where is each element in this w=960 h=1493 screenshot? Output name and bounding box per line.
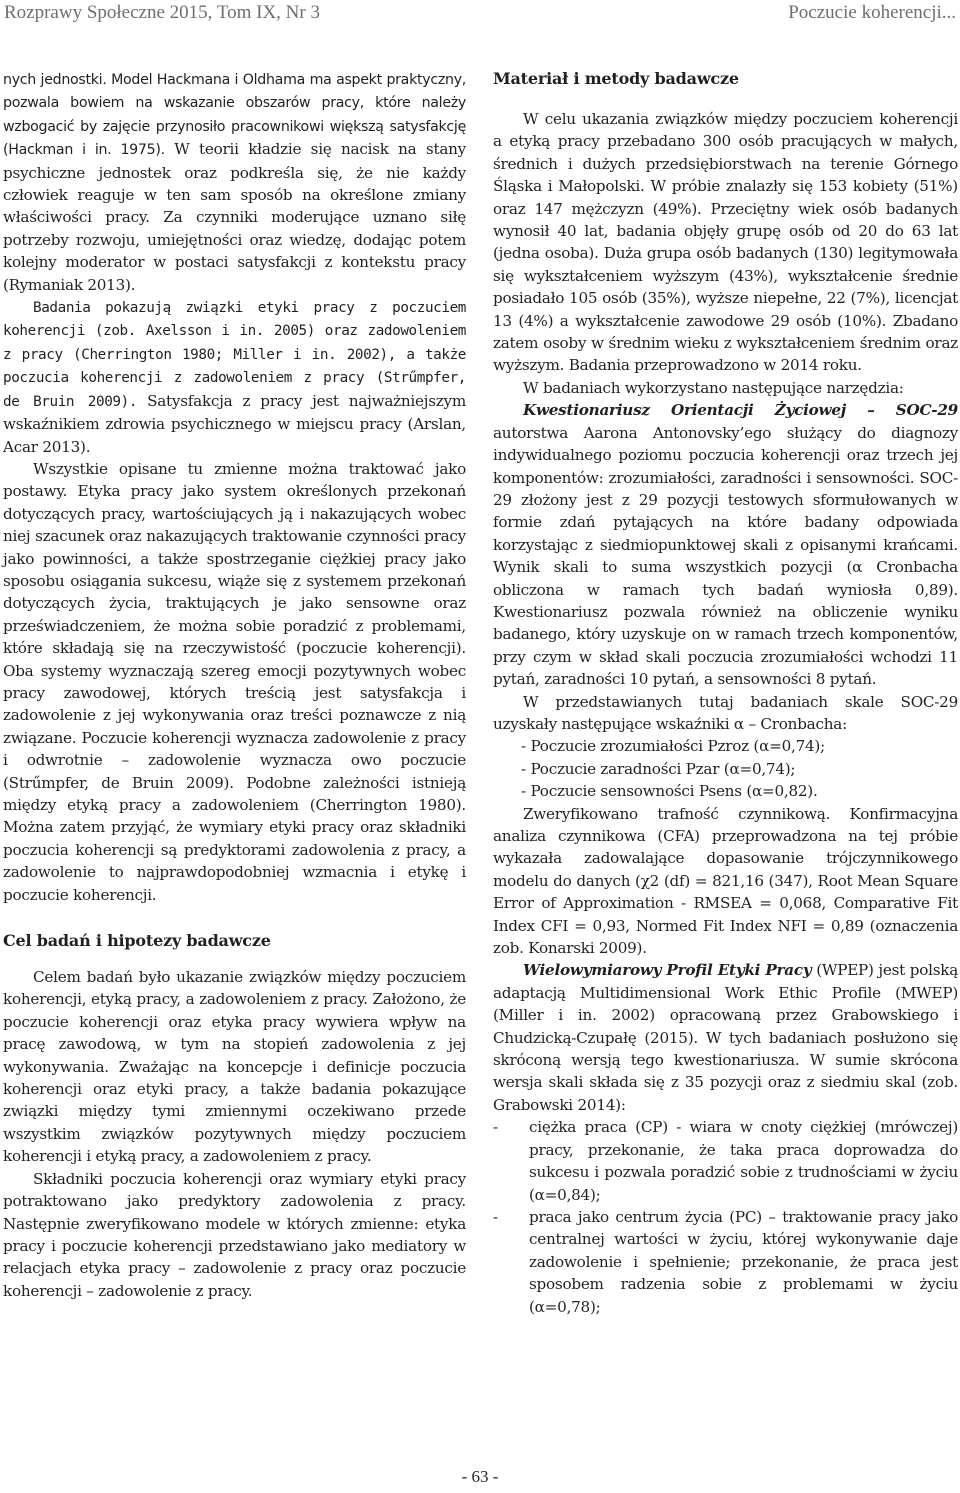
left-paragraph-5: Składniki poczucia koherencji oraz wymiary etyki pracy potraktowano jako predyktory zadowolenia z pracy. Następnie zweryfikowano modele w których zmienne: etyka pracy i poczucie koherencji przedstawiano jako mediatory w relacjach etyka pracy – zadowolenie z pracy oraz poczucie koherencji – zadowolenie z pracy. [3,1169,466,1300]
scale-list-item [493,1116,958,1206]
soc29-description: autorstwa Aarona Antonovsky’ego służący do diagnozy indywidualnego poziomu poczucia koherencji oraz trzech jej komponentów: zrozumiałości, zaradności i sensowności. SOC-29 złożony jest z 29 pozycji testowych sformułowanych w formie zdań pytających na które badany odpowiada korzystając z siedmiopunktowej skali z opisanymi krańcami. Wynik skali to suma wszystkich pozycji (α Cronbacha obliczona w ramach tych badań wyniosła 0,89). Kwestionariusz pozwala również na obliczenie wyniku badanego, który uzyskuje on w ramach trzech komponentów, przy czym w skład skali poczucia zrozumiałości wchodzi 11 pytań, zaradności 10 pytań, a sensowności 8 pytań. [493,423,958,689]
left-p1-part-b: W teorii kładzie się nacisk na stany psychiczne jednostek oraz podkreśla się, że nie każdy człowiek reaguje w ten sam sposób na określone zmiany właściwości pracy. Za czynniki moderujące uznano siłę potrzeby rozwoju, umiejętności oraz wiedzę, dodając potem kolejny moderator w postaci satysfakcji z kontekstu pracy (Rymaniak 2013). [3,140,466,294]
left-column [3,68,466,1302]
page-number: - 63 - [461,1467,499,1486]
alpha-list [493,735,958,802]
left-paragraph-4: Celem badań było ukazanie związków między poczuciem koherencji, etyką pracy, a zadowoleniem z pracy. Założono, że poczucie koherencji oraz etyka pracy wywiera wpływ na pracę zawodową, w tym na stopień zadowolenia z jej wykonywania. Zważając na koncepcje i definicje poczucia koherencji oraz etyki pracy, a także badania pokazujące związki między tymi zmiennymi oczekiwano przede wszystkim związków pozytywnych między poczuciem koherencji i etyką pracy, a zadowoleniem z pracy. [3,968,466,1166]
right-paragraph-4: Zweryfikowano trafność czynnikową. Konfirmacyjna analiza czynnikowa (CFA) przeprowadzona na tej próbie wykazała zadowalające dopasowanie trójczynnikowego modelu do danych (χ2 (df) = 821,16 (347), Root Mean Square Error of Approximation - RMSEA = 0,068, Comparative Fit Index CFI = 0,93, Normed Fit Index NFI = 0,89 (oznaczenia zob. Konarski 2009). [493,804,958,958]
dash-marker: - [493,1118,498,1137]
right-column [493,68,958,1318]
scale-list [493,1116,958,1318]
right-paragraph-2: W badaniach wykorzystano następujące narzędzia: [523,378,904,397]
running-header [0,0,960,40]
left-paragraph-1 [3,68,466,296]
left-p2-part-a: Badania pokazują związki etyki pracy z poczuciem koherencji (zob. Axelsson i in. 2005) oraz zadowoleniem z pracy (Cherrington 1980; Miller i in. 2002), a także poczucia koherencji z zadowoleniem z pracy (Strűmpfer, de Bruin 2009). [3,300,466,410]
alpha-list-item: - Poczucie zrozumiałości Pzroz (α=0,74); [521,737,825,756]
alpha-list-item: - Poczucie zaradności Pzar (α=0,74); [521,759,796,778]
section-heading-aims: Cel badań i hipotezy badawcze [3,931,271,951]
section-heading-methods: Materiał i metody badawcze [493,69,739,88]
wpep-tool-name: Wielowymiarowy Profil Etyki Pracy [523,961,812,980]
wpep-description: (WPEP) jest polską adaptacją Multidimensional Work Ethic Profile (MWEP) (Miller i in. 2002) opracowaną przez Grabowskiego i Chudzicką-Czupałę (2015). W tych badaniach posłużono się skróconą wersją tego kwestionariusza. W sumie skrócona wersja skali składa się z 35 pozycji oraz z siedmiu skal (zob. Grabowski 2014): [493,961,959,1114]
left-paragraph-3: Wszystkie opisane tu zmienne można traktować jako postawy. Etyka pracy jako system określonych przekonań dotyczących pracy, wartościujących ją i nakazujących wobec niej szacunek oraz nakazujących traktowanie czynności pracy jako powinności, a także spostrzeganie ciężkiej pracy jako sposobu osiągania sukcesu, wiąże się z systemem przekonań dotyczących życia, traktujących je jako sensowne oraz przeświadczeniem, że można sobie poradzić z problemami, które składają się na rzeczywistość (poczucie koherencji). Oba systemy wyznaczają szereg emocji pozytywnych wobec pracy zawodowej, których treścią jest satysfakcja i zadowolenie z jej wykonywania oraz treści poznawcze z nią związane. Poczucie koherencji wyznacza zadowolenie z pracy i odwrotnie – zadowolenie wyznacza owo poczucie (Strűmpfer, de Bruin 2009). Podobne zależności istnieją między etyką pracy a zadowoleniem (Cherrington 1980). Można zatem przyjąć, że wymiary etyki pracy oraz składniki poczucia koherencji są predyktorami zadowolenia z pracy, a zadowolenie to najprawdopodobniej wzmacnia i etykę i poczucie koherencji. [3,459,466,904]
left-p2-part-b: Satysfakcja z pracy jest najważniejszym wskaźnikiem zdrowia psychicznego w miejscu pracy (Arslan, Acar 2013). [3,391,467,456]
journal-title: Rozprawy Społeczne 2015, Tom IX, Nr 3 [4,2,320,23]
right-paragraph-soc29 [493,399,958,690]
right-paragraph-1: W celu ukazania związków między poczuciem koherencji a etyką pracy przebadano 300 osób pracujących w małych, średnich i dużych przedsiębiorstwach na terenie Górnego Śląska i Małopolski. W próbie znalazły się 153 kobiety (51%) oraz 147 mężczyzn (49%). Przeciętny wiek osób badanych wynosił 40 lat, badania objęły grupę osób od 20 do 63 lat (jedna osoba). Duża grupa osób badanych (130) legitymowała się wykształceniem wyższym (43%), wykształcenie średnie posiadało 105 osób (35%), wyższe niepełne, 22 (7%), licencjat 13 (4%) a wykształcenie zawodowe 29 osób (10%). Zbadano zatem osoby w średnim wieku z wykształceniem średnim oraz wyższym. Badania przeprowadzono w 2014 roku. [493,110,958,375]
right-paragraph-wpep [493,959,958,1116]
alpha-list-item: - Poczucie sensowności Psens (α=0,82). [521,782,818,801]
soc29-tool-name: Kwestionariusz Orientacji Życiowej – SOC-29 [523,401,958,420]
scale-item-text: ciężka praca (CP) - wiara w cnoty ciężkiej (mrówczej) pracy, przekonanie, że taka praca doprowadza do sukcesu i pozwala poradzić sobie z trudnościami w życiu (α=0,84); [529,1118,958,1204]
left-paragraph-2 [3,296,466,458]
dash-marker: - [493,1207,498,1226]
left-p1-part-a: nych jednostki. Model Hackmana i Oldhama ma aspekt praktyczny, pozwala bowiem na wskazanie obszarów pracy, które należy wzbogacić by zajęcie przynosiło pracownikowi większą satysfakcję (Hackman i in. 1975). [3,72,466,159]
scale-list-item [493,1206,958,1318]
right-paragraph-3: W przedstawianych tutaj badaniach skale SOC-29 uzyskały następujące wskaźniki α – Cronbacha: [493,692,958,733]
scale-item-text: praca jako centrum życia (PC) – traktowanie pracy jako centralnej wartości w życiu, której wykonywanie daje zadowolenie i spełnienie; przekonanie, że praca jest sposobem radzenia sobie z problemami w życiu (α=0,78); [529,1207,958,1316]
article-short-title: Poczucie koherencji... [788,2,956,23]
